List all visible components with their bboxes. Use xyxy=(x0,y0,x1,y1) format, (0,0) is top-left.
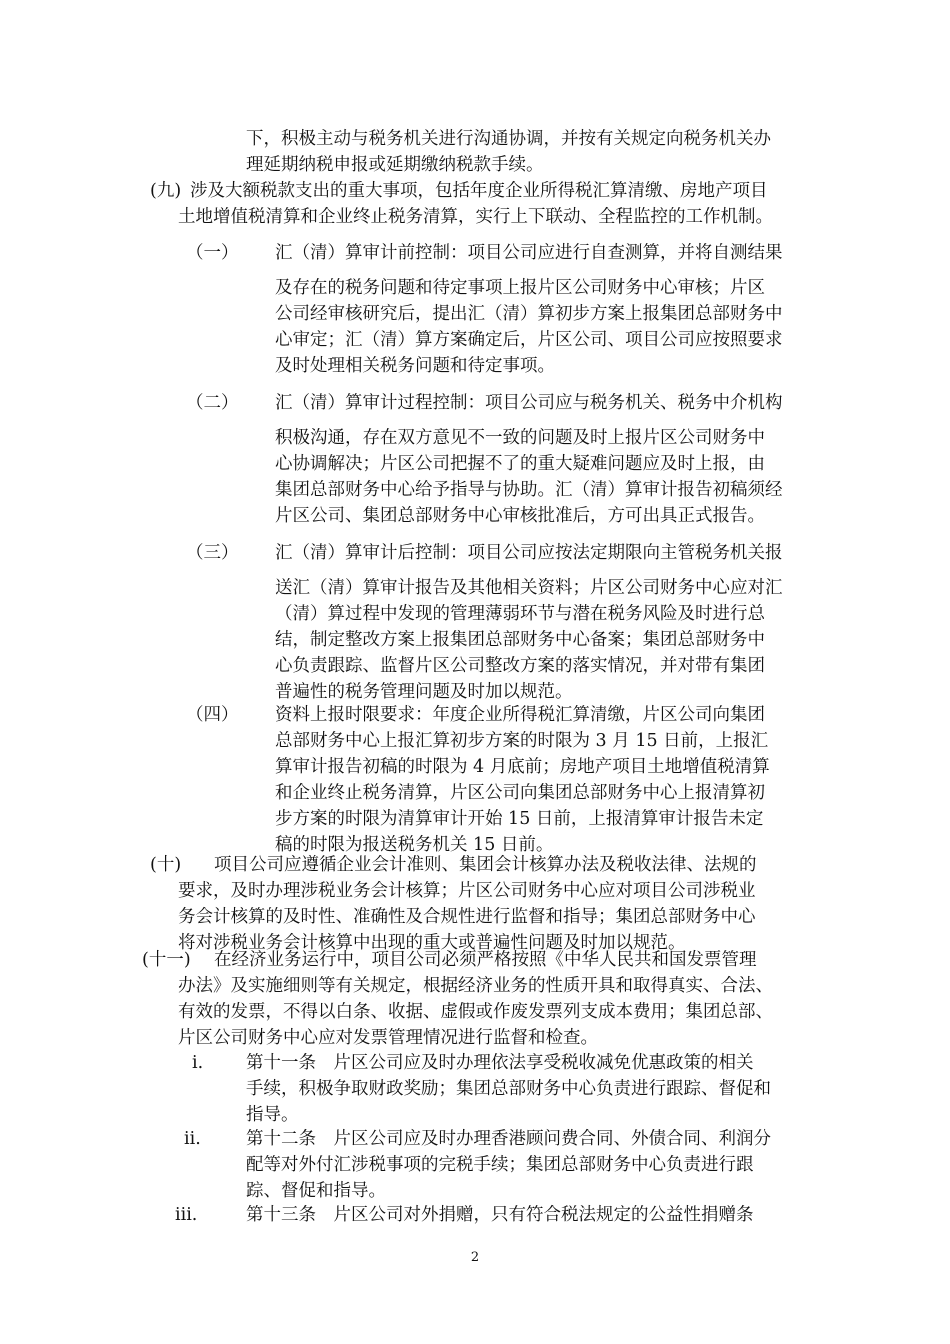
sub-3-line: 送汇（清）算审计报告及其他相关资料；片区公司财务中心应对汇 xyxy=(275,578,783,598)
sub-4-line: 总部财务中心上报汇算初步方案的时限为 3 月 15 日前，上报汇 xyxy=(275,731,769,751)
article-12-line: 踪、督促和指导。 xyxy=(246,1181,386,1201)
item-9-line-2: 土地增值税清算和企业终止税务清算，实行上下联动、全程监控的工作机制。 xyxy=(178,207,773,227)
item-9-line-1: 涉及大额税款支出的重大事项，包括年度企业所得税汇算清缴、房地产项目 xyxy=(190,181,768,201)
sub-2-first-line: 汇（清）算审计过程控制：项目公司应与税务机关、税务中介机构 xyxy=(275,393,783,413)
item-11-line: 有效的发票，不得以白条、收据、虚假或作废发票列支成本费用；集团总部、 xyxy=(178,1002,773,1022)
sub-2-line: 集团总部财务中心给予指导与协助。汇（清）算审计报告初稿须经 xyxy=(275,480,783,500)
article-iii-marker: iii. xyxy=(175,1205,198,1225)
sub-1-line: 及存在的税务问题和待定事项上报片区公司财务中心审核；片区 xyxy=(275,278,765,298)
sub-3-line: 心负责跟踪、监督片区公司整改方案的落实情况，并对带有集团 xyxy=(275,656,765,676)
sub-3-marker: （三） xyxy=(186,543,239,563)
sub-1-marker: （一） xyxy=(186,243,239,263)
item-10-line: 要求，及时办理涉税业务会计核算；片区公司财务中心应对项目公司涉税业 xyxy=(178,881,756,901)
continuation-line-1: 下，积极主动与税务机关进行沟通协调，并按有关规定向税务机关办 xyxy=(246,129,771,149)
item-11-line: 办法》及实施细则等有关规定，根据经济业务的性质开具和取得真实、合法、 xyxy=(178,976,773,996)
item-11-line-1: 在经济业务运行中，项目公司必须严格按照《中华人民共和国发票管理 xyxy=(214,950,757,970)
sub-4-marker: （四） xyxy=(186,705,239,725)
sub-2-line: 片区公司、集团总部财务中心审核批准后，方可出具正式报告。 xyxy=(275,506,765,526)
item-11-line: 片区公司财务中心应对发票管理情况进行监督和检查。 xyxy=(178,1028,598,1048)
sub-3-line: （清）算过程中发现的管理薄弱环节与潜在税务风险及时进行总 xyxy=(275,604,765,624)
sub-4-line: 步方案的时限为清算审计开始 15 日前，上报清算审计报告未定 xyxy=(275,809,764,829)
sub-3-line: 普遍性的税务管理问题及时加以规范。 xyxy=(275,682,573,702)
article-12-line: 第十二条 片区公司应及时办理香港顾问费合同、外债合同、利润分 xyxy=(246,1129,771,1149)
sub-4-line: 算审计报告初稿的时限为 4 月底前；房地产项目土地增值税清算 xyxy=(275,757,770,777)
sub-2-line: 积极沟通，存在双方意见不一致的问题及时上报片区公司财务中 xyxy=(275,428,765,448)
sub-4-line: 资料上报时限要求：年度企业所得税汇算清缴，片区公司向集团 xyxy=(275,705,765,725)
sub-1-line: 公司经审核研究后，提出汇（清）算初步方案上报集团总部财务中 xyxy=(275,304,783,324)
page-number: 2 xyxy=(470,1250,480,1265)
item-10-line-1: 项目公司应遵循企业会计准则、集团会计核算办法及税收法律、法规的 xyxy=(214,855,757,875)
article-ii-marker: ii. xyxy=(184,1129,201,1149)
continuation-line-2: 理延期纳税申报或延期缴纳税款手续。 xyxy=(246,155,544,175)
sub-1-line: 心审定；汇（清）算方案确定后，片区公司、项目公司应按照要求 xyxy=(275,330,783,350)
sub-3-first-line: 汇（清）算审计后控制：项目公司应按法定期限向主管税务机关报 xyxy=(275,543,783,563)
sub-4-line: 和企业终止税务清算，片区公司向集团总部财务中心上报清算初 xyxy=(275,783,765,803)
sub-2-line: 心协调解决；片区公司把握不了的重大疑难问题应及时上报，由 xyxy=(275,454,765,474)
item-10-line: 务会计核算的及时性、准确性及合规性进行监督和指导；集团总部财务中心 xyxy=(178,907,756,927)
article-i-marker: i. xyxy=(192,1053,204,1073)
item-10-marker: (十) xyxy=(150,855,182,875)
article-11-line: 手续，积极争取财政奖励；集团总部财务中心负责进行跟踪、督促和 xyxy=(246,1079,771,1099)
article-11-line: 第十一条 片区公司应及时办理依法享受税收减免优惠政策的相关 xyxy=(246,1053,754,1073)
item-9-marker: (九) xyxy=(150,181,182,201)
item-10-line: 将对涉税业务会计核算中出现的重大或普遍性问题及时加以规范。 xyxy=(178,933,686,953)
item-11-marker: (十一) xyxy=(142,950,191,970)
article-13-line: 第十三条 片区公司对外捐赠，只有符合税法规定的公益性捐赠条 xyxy=(246,1205,754,1225)
sub-2-marker: （二） xyxy=(186,393,239,413)
sub-4-line: 稿的时限为报送税务机关 15 日前。 xyxy=(275,835,554,855)
sub-1-first-line: 汇（清）算审计前控制：项目公司应进行自查测算，并将自测结果 xyxy=(275,243,783,263)
sub-1-line: 及时处理相关税务问题和待定事项。 xyxy=(275,356,555,376)
sub-3-line: 结，制定整改方案上报集团总部财务中心备案；集团总部财务中 xyxy=(275,630,765,650)
article-12-line: 配等对外付汇涉税事项的完税手续；集团总部财务中心负责进行跟 xyxy=(246,1155,754,1175)
article-11-line: 指导。 xyxy=(246,1105,299,1125)
